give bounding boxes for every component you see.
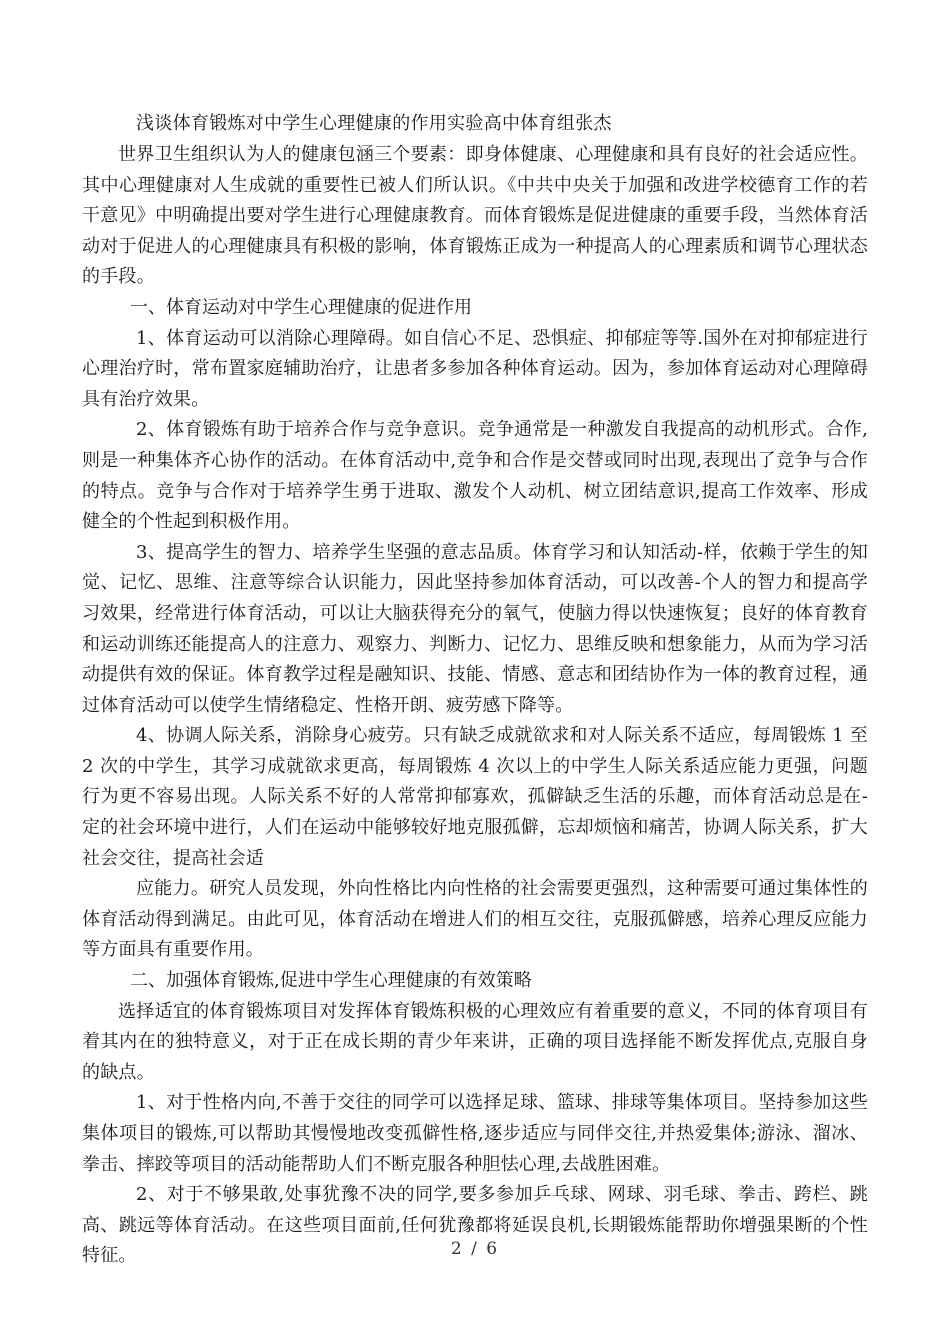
paragraph-point-1-3: 3、提高学生的智力、培养学生坚强的意志品质。体育学习和认知活动-样，依赖于学生的知觉、记忆、思维、注意等综合认识能力，因此坚持参加体育活动，可以改善-个人的智力和提高学习效果，经常进行体育活动，可以让大脑获得充分的氧气，使脑力得以快速恢复；良好的体育教育和运动训练还能提高人的注意力、观察力、判断力、记忆力、思维反映和想象能力，从而为学习活动提供有效的保证。体育教学过程是融知识、技能、情感、意志和团结协作为一体的教育过程，通过体育活动可以使学生情绪稳定、性格开朗、疲劳感下降等。 bbox=[82, 541, 868, 716]
section-heading-2: 二、加强体育锻炼,促进中学生心理健康的有效策略 bbox=[130, 970, 532, 992]
paragraph-point-1-2: 2、体育锻炼有助于培养合作与竞争意识。竞争通常是一种激发自我提高的动机形式。合作,则是一种集体齐心协作的活动。在体育活动中,竞争和合作是交替或同时出现,表现出了竞争与合作的特点。竞争与合作对于培养学生勇于进取、激发个人动机、树立团结意识,提高工作效率、形成健全的个性起到积极作用。 bbox=[82, 419, 868, 533]
document-title: 浅谈体育锻炼对中学生心理健康的作用实验高中体育组张杰 bbox=[136, 113, 612, 134]
paragraph-point-2-1: 1、对于性格内向,不善于交往的同学可以选择足球、篮球、排球等集体项目。坚持参加这些集体项目的锻炼,可以帮助其慢慢地改变孤僻性格,逐步适应与同伴交往,并热爱集体;游泳、溜冰、拳击、摔跤等项目的活动能帮助人们不断克服各种胆怯心理,去战胜困难。 bbox=[82, 1092, 868, 1175]
paragraph-section-2-intro: 选择适宜的体育锻炼项目对发挥体育锻炼积极的心理效应有着重要的意义，不同的体育项目有着其内在的独特意义，对于正在成长期的青少年来讲，正确的项目选择能不断发挥优点,克服自身的缺点。 bbox=[82, 1000, 868, 1083]
paragraph-intro: 世界卫生组织认为人的健康包涵三个要素：即身体健康、心理健康和具有良好的社会适应性。其中心理健康对人生成就的重要性已被人们所认识。《中共中央关于加强和改进学校德育工作的若干意见》中明确提出要对学生进行心理健康教育。而体育锻炼是促进健康的重要手段，当然体育活动对于促进人的心理健康具有积极的影响，体育锻炼正成为一种提高人的心理素质和调节心理状态的手段。 bbox=[82, 144, 868, 288]
paragraph-point-1-1: 1、体育运动可以消除心理障碍。如自信心不足、恐惧症、抑郁症等等.国外在对抑郁症进行心理治疗时，常布置家庭辅助治疗，让患者多参加各种体育运动。因为，参加体育运动对心理障碍具有治疗效果。 bbox=[82, 327, 868, 410]
page-number: 2 / 6 bbox=[450, 1239, 500, 1259]
document-page bbox=[82, 110, 868, 1272]
paragraph-point-2-2: 2、对于不够果敢,处事犹豫不决的同学,要多参加乒乓球、网球、羽毛球、拳击、跨栏、跳高、跳远等体育活动。在这些项目面前,任何犹豫都将延误良机,长期锻炼能帮助你增强果断的个性特征。 bbox=[82, 1184, 868, 1267]
paragraph-point-1-4-continued: 应能力。研究人员发现，外向性格比内向性格的社会需要更强烈，这种需要可通过集体性的体育活动得到满足。由此可见，体育活动在增进人们的相互交往，克服孤僻感，培养心理反应能力等方面具有重要作用。 bbox=[82, 878, 868, 961]
section-heading-1: 一、体育运动对中学生心理健康的促进作用 bbox=[130, 296, 472, 318]
paragraph-point-1-4: 4、协调人际关系，消除身心疲劳。只有缺乏成就欲求和对人际关系不适应，每周锻炼 1 至 2 次的中学生，其学习成就欲求更高，每周锻炼 4 次以上的中学生人际关系适应能力更强，问题行为更不容易出现。人际关系不好的人常常抑郁寡欢，孤僻缺乏生活的乐趣，而体育活动总是在-定的社会环境中进行，人们在运动中能够较好地克服孤僻，忘却烦恼和痛苦，协调人际关系，扩大社会交往，提高社会适 bbox=[82, 725, 868, 869]
